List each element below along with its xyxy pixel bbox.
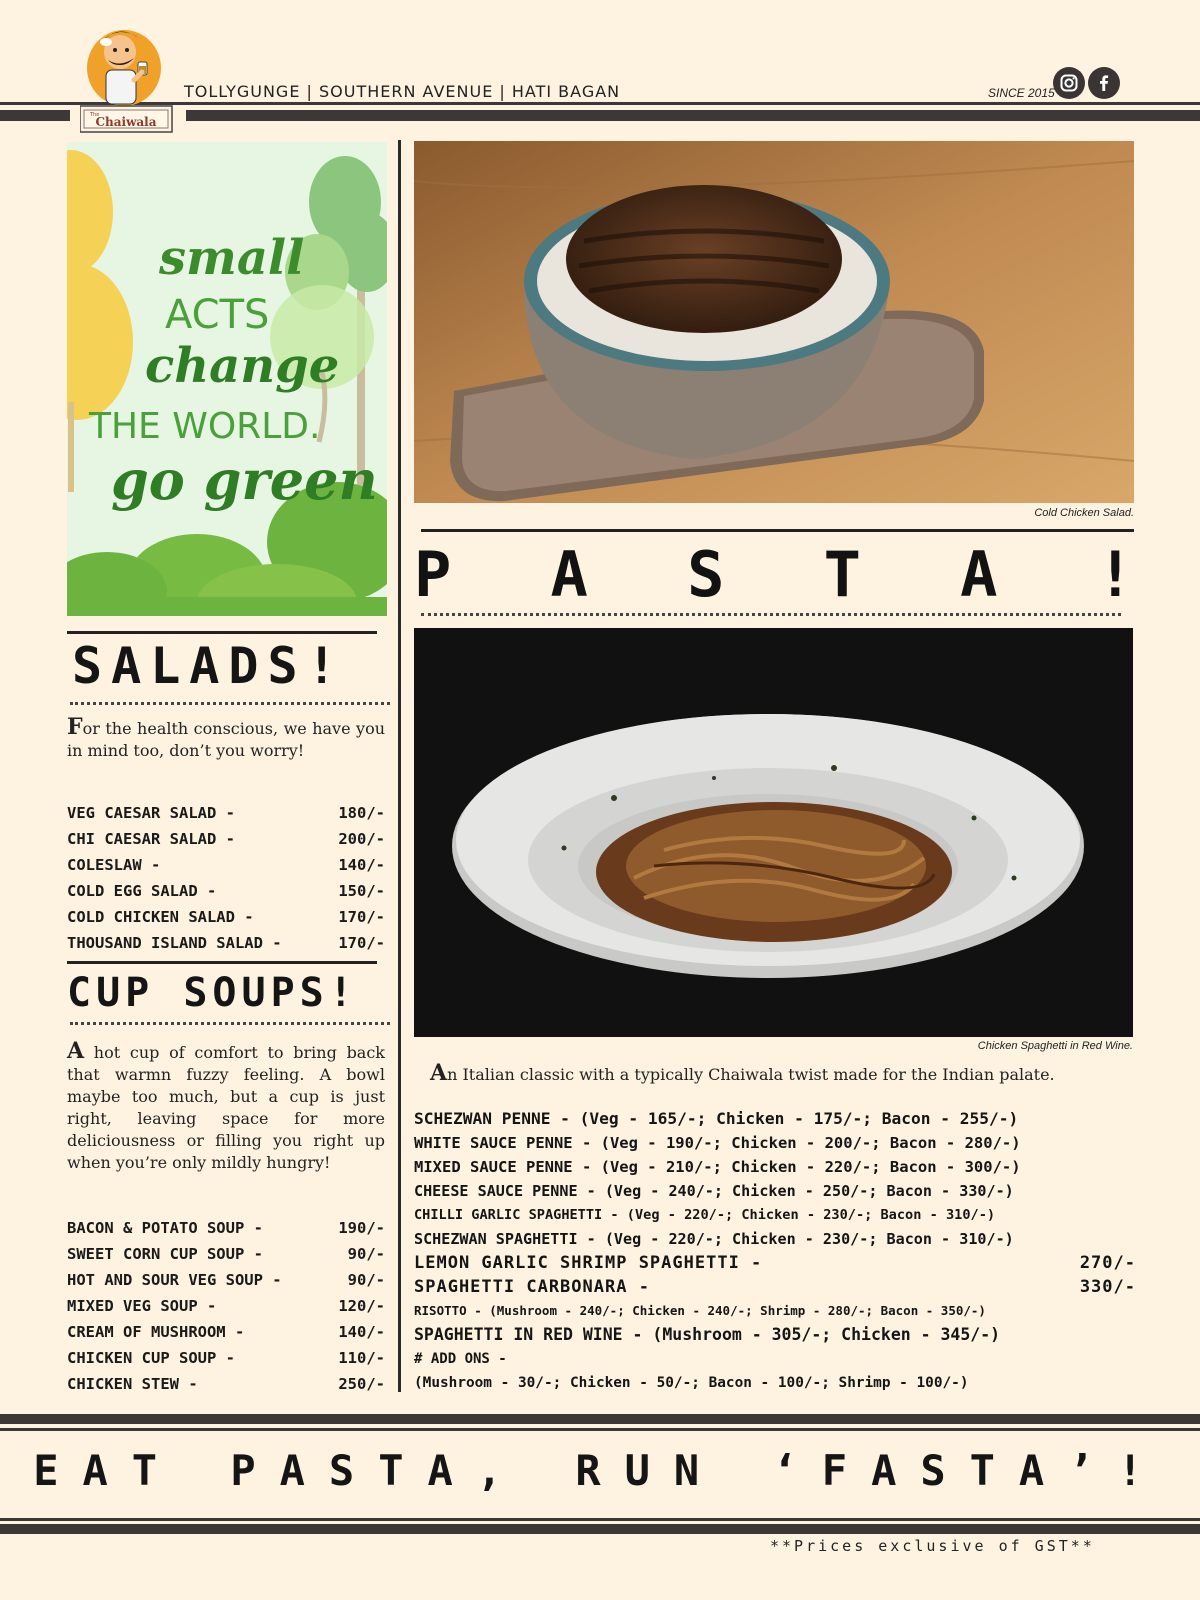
gst-note: **Prices exclusive of GST** [770, 1537, 1095, 1555]
item-price: 140/- [338, 856, 385, 874]
item-name: COLESLAW - [67, 856, 161, 874]
pasta-list [414, 1107, 1136, 1395]
list-item: RISOTTO - (Mushroom - 240/-; Chicken - 240/-; Shrimp - 280/-; Bacon - 350/-) [414, 1303, 986, 1318]
column-divider [398, 140, 401, 1392]
list-item: SCHEZWAN PENNE - (Veg - 165/-; Chicken - 175/-; Bacon - 255/-) [414, 1109, 1019, 1128]
soups-dots [70, 1022, 390, 1025]
chaiwala-logo [80, 18, 176, 136]
salads-list [67, 800, 385, 956]
item-name: MIXED VEG SOUP - [67, 1297, 217, 1315]
cold-chicken-salad-photo [414, 141, 1134, 503]
item-price: 270/- [1079, 1253, 1136, 1273]
list-item [67, 800, 385, 826]
locations-text: TOLLYGUNGE | SOUTHERN AVENUE | HATI BAGAN [184, 82, 621, 101]
item-name: LEMON GARLIC SHRIMP SPAGHETTI - [414, 1253, 763, 1273]
list-item [67, 1293, 385, 1319]
salads-heading: SALADS! [72, 637, 346, 695]
soups-intro-text: hot cup of comfort to bring back that warmn fuzzy feeling. A bowl maybe too much, but a cup is just right, leaving space for more deliciousness or filling you right up when you’re only mildly hungry! [67, 1043, 385, 1172]
item-name: COLD CHICKEN SALAD - [67, 908, 254, 926]
list-item [67, 852, 385, 878]
pasta-rule [421, 529, 1134, 532]
soups-rule [67, 961, 377, 964]
item-name: VEG CAESAR SALAD - [67, 804, 235, 822]
list-item [67, 1267, 385, 1293]
item-name: SPAGHETTI CARBONARA - [414, 1277, 650, 1297]
go-green-poster [67, 142, 387, 616]
list-item [67, 878, 385, 904]
soups-list [67, 1215, 385, 1397]
item-price: 250/- [338, 1375, 385, 1393]
item-price: 180/- [338, 804, 385, 822]
item-price: 90/- [347, 1245, 385, 1263]
item-name: SWEET CORN CUP SOUP - [67, 1245, 263, 1263]
brand-name-text: Chaiwala [95, 115, 157, 129]
soups-intro-cap: A [67, 1038, 85, 1064]
item-name: HOT AND SOUR VEG SOUP - [67, 1271, 282, 1289]
brand-top-text: The [90, 112, 100, 118]
salads-intro [67, 716, 385, 762]
facebook-icon[interactable] [1088, 67, 1120, 99]
list-item [67, 1319, 385, 1345]
pasta-intro [430, 1060, 1130, 1086]
header-rule-top [0, 102, 1200, 105]
promo-line-acts: ACTS [165, 292, 270, 338]
footer-rule-top-thin [0, 1428, 1200, 1431]
salad-photo-caption: Cold Chicken Salad. [1034, 507, 1134, 519]
list-item [67, 904, 385, 930]
promo-line-world: THE WORLD. [89, 406, 321, 447]
list-item [67, 1215, 385, 1241]
promo-line-small: small [159, 230, 305, 286]
salads-intro-cap: F [67, 714, 83, 740]
item-price: 120/- [338, 1297, 385, 1315]
item-name: CHI CAESAR SALAD - [67, 830, 235, 848]
item-price: 140/- [338, 1323, 385, 1341]
pasta-letter: A [550, 538, 588, 611]
item-price: 110/- [338, 1349, 385, 1367]
item-name: CHICKEN STEW - [67, 1375, 198, 1393]
slogan: EAT PASTA, RUN ‘FASTA’! [33, 1446, 1167, 1495]
list-item: CHILLI GARLIC SPAGHETTI - (Veg - 220/-; Chicken - 230/-; Bacon - 310/-) [414, 1207, 996, 1223]
list-item [67, 1241, 385, 1267]
list-item: WHITE SAUCE PENNE - (Veg - 190/-; Chicken - 200/-; Bacon - 280/-) [414, 1134, 1021, 1152]
list-item [414, 1275, 1136, 1299]
salads-dots [70, 702, 390, 705]
footer-rule-bottom-thin [0, 1518, 1200, 1521]
pasta-intro-cap: A [430, 1060, 448, 1086]
pasta-dots [421, 613, 1121, 616]
pasta-photo-caption: Chicken Spaghetti in Red Wine. [977, 1040, 1133, 1052]
soups-heading: CUP SOUPS! [67, 970, 358, 1016]
list-item [414, 1251, 1136, 1275]
item-name: BACON & POTATO SOUP - [67, 1219, 263, 1237]
list-item: # ADD ONS - [414, 1351, 507, 1367]
pasta-letter: P [414, 538, 452, 611]
item-name: CREAM OF MUSHROOM - [67, 1323, 245, 1341]
pasta-heading [414, 538, 1134, 611]
item-price: 200/- [338, 830, 385, 848]
list-item [67, 1371, 385, 1397]
pasta-intro-text: n Italian classic with a typically Chaiwala twist made for the Indian palate. [447, 1065, 1055, 1084]
item-name: COLD EGG SALAD - [67, 882, 217, 900]
pasta-letter: T [823, 538, 861, 611]
footer-rule-bottom-thick [0, 1524, 1200, 1534]
list-item [67, 826, 385, 852]
header-rule-left [0, 110, 70, 121]
list-item [67, 930, 385, 956]
list-item [67, 1345, 385, 1371]
list-item: (Mushroom - 30/-; Chicken - 50/-; Bacon - 100/-; Shrimp - 100/-) [414, 1375, 969, 1391]
list-item: CHEESE SAUCE PENNE - (Veg - 240/-; Chicken - 250/-; Bacon - 330/-) [414, 1182, 1014, 1200]
item-price: 330/- [1079, 1277, 1136, 1297]
item-price: 190/- [338, 1219, 385, 1237]
pasta-letter: A [960, 538, 998, 611]
soups-intro [67, 1040, 385, 1174]
footer-rule-top-thick [0, 1414, 1200, 1424]
pasta-letter: ! [1096, 538, 1134, 611]
item-price: 90/- [347, 1271, 385, 1289]
instagram-icon[interactable] [1053, 67, 1085, 99]
promo-line-go-green: go green [111, 448, 378, 512]
salads-rule [67, 631, 377, 634]
list-item: SPAGHETTI IN RED WINE - (Mushroom - 305/-; Chicken - 345/-) [414, 1325, 1001, 1344]
list-item: MIXED SAUCE PENNE - (Veg - 210/-; Chicken - 220/-; Bacon - 300/-) [414, 1158, 1021, 1176]
promo-line-change: change [145, 338, 340, 394]
item-name: THOUSAND ISLAND SALAD - [67, 934, 282, 952]
pasta-letter: S [687, 538, 725, 611]
header-rule-right [186, 110, 1200, 121]
item-price: 170/- [338, 934, 385, 952]
list-item: SCHEZWAN SPAGHETTI - (Veg - 220/-; Chicken - 230/-; Bacon - 310/-) [414, 1230, 1014, 1248]
salads-intro-text: or the health conscious, we have you in mind too, don’t you worry! [67, 719, 385, 760]
item-price: 170/- [338, 908, 385, 926]
chicken-spaghetti-photo [414, 628, 1133, 1037]
item-price: 150/- [338, 882, 385, 900]
since-text: SINCE 2015 [988, 86, 1055, 100]
item-name: CHICKEN CUP SOUP - [67, 1349, 235, 1367]
